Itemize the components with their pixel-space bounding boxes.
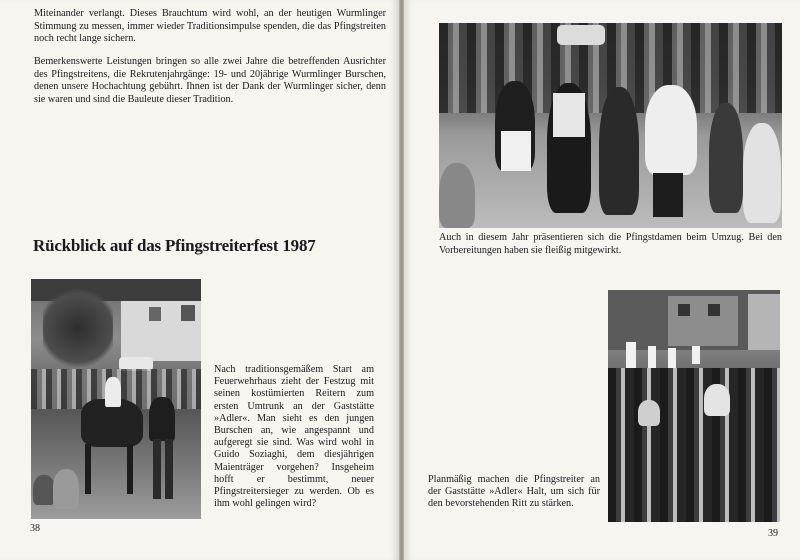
photo-rider-parade [31, 279, 201, 519]
caption-pfingstdamen: Auch in diesem Jahr präsentieren sich die Pfingstdamen beim Umzug. Bei den Vorbereitungen haben sie fleißig mitgewirkt. [439, 232, 782, 256]
section-heading: Rückblick auf das Pfingstreiterfest 1987 [33, 236, 316, 255]
paragraph-1: Miteinander verlangt. Dieses Brauchtum wird wohl, an der heutigen Wurmlinger Stimmung zu messen, immer wieder Traditionsimpulse spenden, die das Pfingstreiten noch recht lange sichern. [34, 8, 386, 45]
photo-adler-stop [608, 290, 780, 522]
article-body: Nach traditionsgemäßem Start am Feuerwehrhaus zieht der Festzug mit seinen kostümierten Reitern zum ersten Umtrunk an der Gaststätte »Adler«. Man sieht es den jungen Burschen an, wie angespannt und aufgeregt sie sind. Was wird wohl in Guido Soziaghi, dem diesjährigen Maienträger vorgehen? Insgeheim hofft er bestimmt, neuer Pfingstreitersieger zu werden. Ob es ihm wohl gelingen wird? [214, 364, 374, 510]
page-number-left: 38 [30, 523, 40, 534]
right-page [404, 0, 800, 560]
photo-pfingstdamen-parade [439, 23, 782, 228]
page-number-right: 39 [768, 528, 778, 539]
paragraph-2: Bemerkenswerte Leistungen bringen so alle zwei Jahre die betreffenden Ausrichter des Pfingstreitens, die Rekrutenjahrgänge: 19- und 20jährige Wurmlinger Burschen, denen unsere Hochachtung gebührt. Ihnen ist der Dank der Wurmlinger sicher, denn sie waren und sind die Bauleute dieser Tradition. [34, 56, 386, 105]
caption-adler-stop: Planmäßig machen die Pfingstreiter an der Gaststätte »Adler« Halt, um sich für den bevorstehenden Ritt zu stärken. [428, 474, 600, 510]
